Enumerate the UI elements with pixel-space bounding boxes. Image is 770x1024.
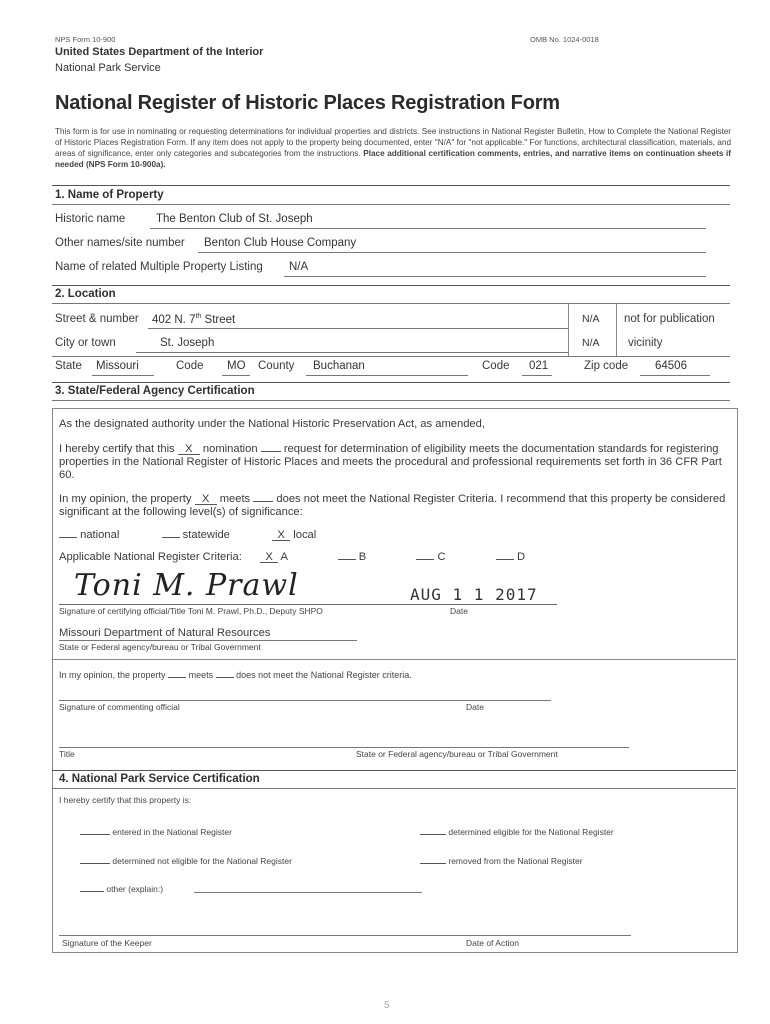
nomination-checkbox[interactable]: X [178, 443, 200, 455]
date-caption: Date [450, 606, 468, 616]
statewide-checkbox[interactable] [162, 526, 180, 538]
comment-c: does not meet the National Register criteria. [236, 670, 412, 680]
agency-caption: State or Federal agency/bureau or Tribal Government [59, 642, 261, 652]
divider [52, 400, 730, 401]
divider [52, 185, 730, 186]
intro-paragraph [55, 126, 731, 170]
removed-option [420, 855, 583, 866]
opinion-c: does not meet the National Register Criteria. I recommend that this property be considered significant at the following level(s) of significance: [59, 493, 726, 518]
section1-heading: 1. Name of Property [55, 189, 164, 201]
street-prefix: 402 N. 7 [152, 313, 196, 326]
certifying-signature: Toni M. Prawl [74, 568, 299, 603]
criteria-d-checkbox[interactable] [496, 548, 514, 560]
opinion-a: In my opinion, the property [59, 493, 192, 505]
county-label: County [258, 360, 295, 372]
comment-signature-line [59, 700, 551, 701]
comment-a: In my opinion, the property [59, 670, 166, 680]
local-checkbox[interactable]: X [272, 529, 290, 541]
entered-checkbox[interactable] [80, 826, 110, 835]
historic-name-field[interactable]: The Benton Club of St. Joseph [156, 213, 313, 225]
comment-meets-checkbox[interactable] [168, 668, 186, 678]
section4-heading: 4. National Park Service Certification [59, 773, 260, 785]
determined-not-label: determined not eligible for the National Register [112, 856, 292, 866]
certify-a: I hereby certify that this [59, 443, 175, 455]
field-underline [306, 375, 468, 376]
criteria-row [59, 548, 525, 564]
field-underline [148, 328, 568, 329]
agency-line [59, 640, 357, 641]
comment-signature-caption: Signature of commenting official [59, 702, 180, 712]
criteria-c-checkbox[interactable] [416, 548, 434, 560]
field-underline [222, 375, 250, 376]
street-field[interactable] [152, 313, 235, 326]
field-underline [150, 228, 706, 229]
certify-c: request for determination of eligibility meets the documentation standards for registering properties in the National Register of Historic Places and meets the procedural and professional requirements set forth in 36 CFR Part 60. [59, 443, 722, 481]
street-suffix: Street [201, 313, 236, 326]
form-number: NPS Form 10-900 [55, 35, 116, 44]
field-underline [522, 375, 552, 376]
service: National Park Service [55, 62, 161, 74]
other-explain-line[interactable] [194, 892, 422, 893]
opinion-b: meets [219, 493, 251, 505]
criteria-a-label: A [280, 551, 288, 563]
determined-not-checkbox[interactable] [80, 855, 110, 864]
city-na[interactable]: N/A [582, 337, 600, 349]
street-label: Street & number [55, 313, 139, 325]
section3-heading: 3. State/Federal Agency Certification [55, 385, 255, 397]
criteria-a-checkbox[interactable]: X [260, 551, 278, 563]
state-label: State [55, 360, 82, 372]
action-date-caption: Date of Action [466, 938, 519, 948]
state-code-field[interactable]: MO [227, 360, 246, 372]
city-field[interactable]: St. Joseph [160, 337, 215, 349]
determined-eligible-option [420, 826, 614, 837]
authority-text: As the designated authority under the National Historic Preservation Act, as amended, [59, 418, 485, 430]
criteria-b-label: B [358, 551, 367, 563]
comment-not-meet-checkbox[interactable] [216, 668, 234, 678]
entered-option [80, 826, 232, 837]
not-for-publication-label: not for publication [624, 313, 715, 325]
street-na[interactable]: N/A [582, 313, 600, 325]
request-checkbox[interactable] [261, 440, 281, 452]
signature-caption: Signature of certifying official/Title Toni M. Prawl, Ph.D., Deputy SHPO [59, 606, 323, 616]
comment-date-caption: Date [466, 702, 484, 712]
intro-text: This form is for use in nominating or requesting determinations for individual properties and districts. See instructions in National Register Bulletin, How to Complete the National Register of Historic Places Registration Form. If any item does not apply to the property being documented, enter "N/A" for "not applicable." For functions, architectural classification, materials, and areas of significance, enter only categories and subcategories from the instructions. [55, 127, 731, 158]
section4-intro: I hereby certify that this property is: [59, 795, 192, 805]
criteria-b-checkbox[interactable] [338, 548, 356, 560]
comment-b: meets [188, 670, 214, 680]
keeper-caption: Signature of the Keeper [62, 938, 152, 948]
removed-label: removed from the National Register [448, 856, 583, 866]
zip-field[interactable]: 64506 [655, 360, 687, 372]
divider [52, 303, 730, 304]
date-stamp: AUG 1 1 2017 [410, 585, 538, 604]
meets-checkbox[interactable]: X [195, 493, 217, 505]
entered-label: entered in the National Register [112, 827, 232, 837]
zip-label: Zip code [584, 360, 629, 372]
section2-heading: 2. Location [55, 288, 116, 300]
divider [616, 303, 617, 357]
historic-name-label: Historic name [55, 213, 126, 225]
county-code-field[interactable]: 021 [529, 360, 549, 372]
field-underline [284, 276, 706, 277]
national-label: national [80, 529, 120, 541]
comment-opinion [59, 668, 412, 680]
divider [52, 204, 730, 205]
signature-line [59, 604, 557, 605]
state-code-label: Code [176, 360, 204, 372]
national-checkbox[interactable] [59, 526, 77, 538]
page-title: National Register of Historic Places Registration Form [55, 92, 560, 114]
other-names-label: Other names/site number [55, 237, 185, 249]
multiple-listing-label: Name of related Multiple Property Listing [55, 261, 263, 273]
vicinity-label: vicinity [628, 337, 663, 349]
local-label: local [293, 529, 317, 541]
removed-checkbox[interactable] [420, 855, 446, 864]
street-sup: th [195, 313, 202, 320]
certify-b: nomination [202, 443, 258, 455]
page-number: 5 [384, 1000, 390, 1011]
determined-not-option [80, 855, 292, 866]
opinion-paragraph [59, 490, 729, 519]
keeper-signature-line [59, 935, 631, 936]
determined-eligible-label: determined eligible for the National Register [448, 827, 614, 837]
does-not-meet-checkbox[interactable] [253, 490, 273, 502]
divider [52, 382, 730, 383]
intro-bold: Place additional certification comments, entries, and narrative items on continuation sheets if needed (NPS Form 10-900a). [55, 149, 731, 169]
department: United States Department of the Interior [55, 46, 264, 58]
title-line [59, 747, 629, 748]
other-names-field[interactable]: Benton Club House Company [204, 237, 357, 249]
agency-name: Missouri Department of Natural Resources [59, 627, 271, 639]
divider [52, 770, 736, 771]
omb-number: OMB No. 1024-0018 [530, 35, 599, 44]
certify-paragraph [59, 440, 725, 482]
state-field[interactable]: Missouri [96, 360, 139, 372]
divider [52, 788, 736, 789]
other-checkbox[interactable] [80, 883, 104, 892]
county-field[interactable]: Buchanan [313, 360, 365, 372]
other-option [80, 883, 163, 894]
determined-eligible-checkbox[interactable] [420, 826, 446, 835]
divider [52, 659, 736, 660]
significance-levels [59, 526, 316, 542]
criteria-label: Applicable National Register Criteria: [59, 551, 242, 563]
other-label: other (explain:) [106, 884, 164, 894]
criteria-d-label: D [516, 551, 526, 563]
title-agency-caption: State or Federal agency/bureau or Tribal Government [356, 749, 558, 759]
multiple-listing-field[interactable]: N/A [289, 261, 309, 273]
divider [568, 303, 569, 357]
field-underline [640, 375, 710, 376]
field-underline [92, 375, 154, 376]
statewide-label: statewide [182, 529, 230, 541]
divider [52, 356, 730, 357]
divider [52, 285, 730, 286]
county-code-label: Code [482, 360, 510, 372]
criteria-c-label: C [437, 551, 446, 563]
title-caption: Title [59, 749, 75, 759]
field-underline [198, 252, 706, 253]
city-label: City or town [55, 337, 116, 349]
field-underline [136, 352, 568, 353]
